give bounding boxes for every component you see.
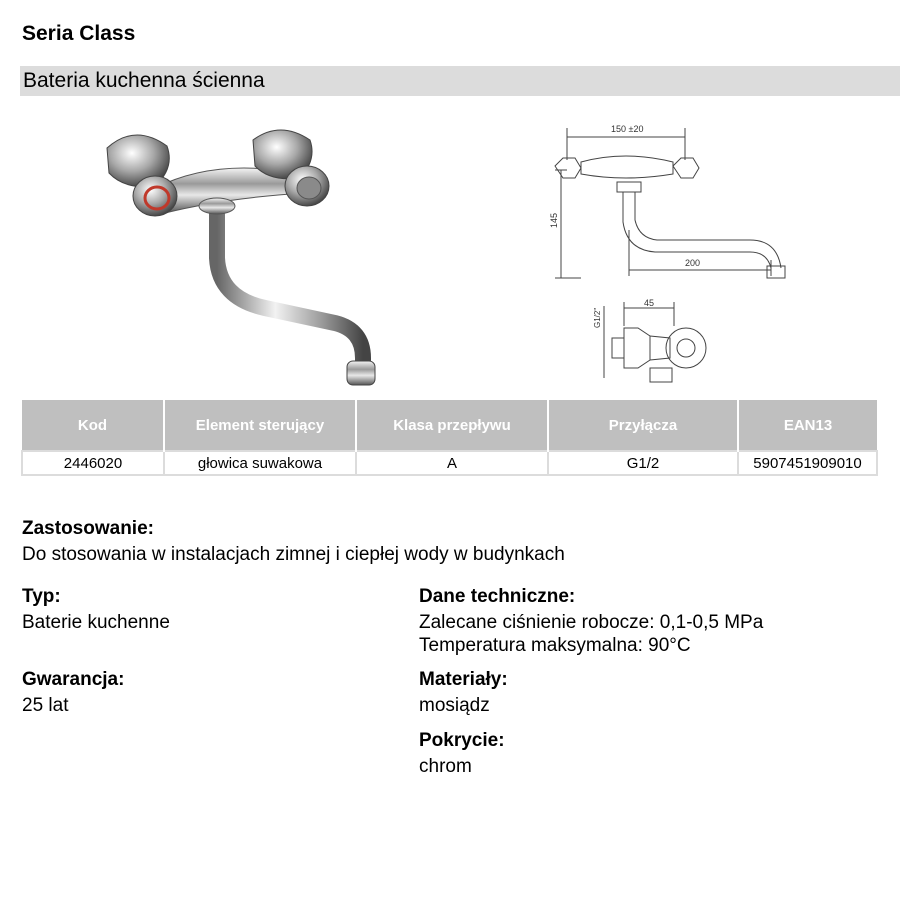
cell-ean13: 5907451909010 — [738, 451, 877, 475]
header-connections: Przyłącza — [548, 400, 738, 451]
tech-temperature: Temperatura maksymalna: 90°C — [419, 635, 691, 656]
warranty-heading: Gwarancja: — [22, 669, 125, 690]
coating-text: chrom — [419, 756, 472, 777]
cell-control-element: głowica suwakowa — [164, 451, 356, 475]
application-heading: Zastosowanie: — [22, 518, 154, 539]
dimension-width: 150 ±20 — [611, 124, 644, 134]
specs-header-row — [22, 400, 877, 451]
application-text: Do stosowania w instalacjach zimnej i ciepłej wody w budynkach — [22, 544, 565, 565]
product-photo — [95, 118, 395, 398]
cell-flow-class: A — [356, 451, 548, 475]
type-text: Baterie kuchenne — [22, 612, 170, 633]
dimension-height: 145 — [549, 212, 559, 228]
header-flow-class: Klasa przepływu — [356, 400, 548, 451]
warranty-text: 25 lat — [22, 695, 69, 716]
cell-connections: G1/2 — [548, 451, 738, 475]
materials-text: mosiądz — [419, 695, 490, 716]
tech-pressure: Zalecane ciśnienie robocze: 0,1-0,5 MPa — [419, 612, 764, 633]
dimension-thread: G1/2" — [593, 307, 602, 328]
technical-drawing-side — [590, 298, 720, 393]
product-title: Bateria kuchenna ścienna — [23, 69, 265, 92]
header-control-element: Element sterujący — [164, 400, 356, 451]
spout — [217, 208, 363, 368]
technical-drawing-front — [545, 110, 790, 292]
tech-data-heading: Dane techniczne: — [419, 586, 576, 607]
product-title-bar — [20, 66, 900, 96]
specs-table — [21, 400, 878, 476]
materials-heading: Materiały: — [419, 669, 508, 690]
body-collar — [199, 198, 235, 214]
type-heading: Typ: — [22, 586, 61, 607]
header-kod: Kod — [22, 400, 164, 451]
header-ean13: EAN13 — [738, 400, 877, 451]
series-title: Seria Class — [22, 22, 136, 45]
spout-aerator — [347, 361, 375, 385]
dimension-spout: 200 — [685, 258, 701, 268]
coating-heading: Pokrycie: — [419, 730, 505, 751]
table-row — [22, 451, 877, 475]
dimension-depth: 45 — [644, 298, 655, 308]
cell-kod: 2446020 — [22, 451, 164, 475]
